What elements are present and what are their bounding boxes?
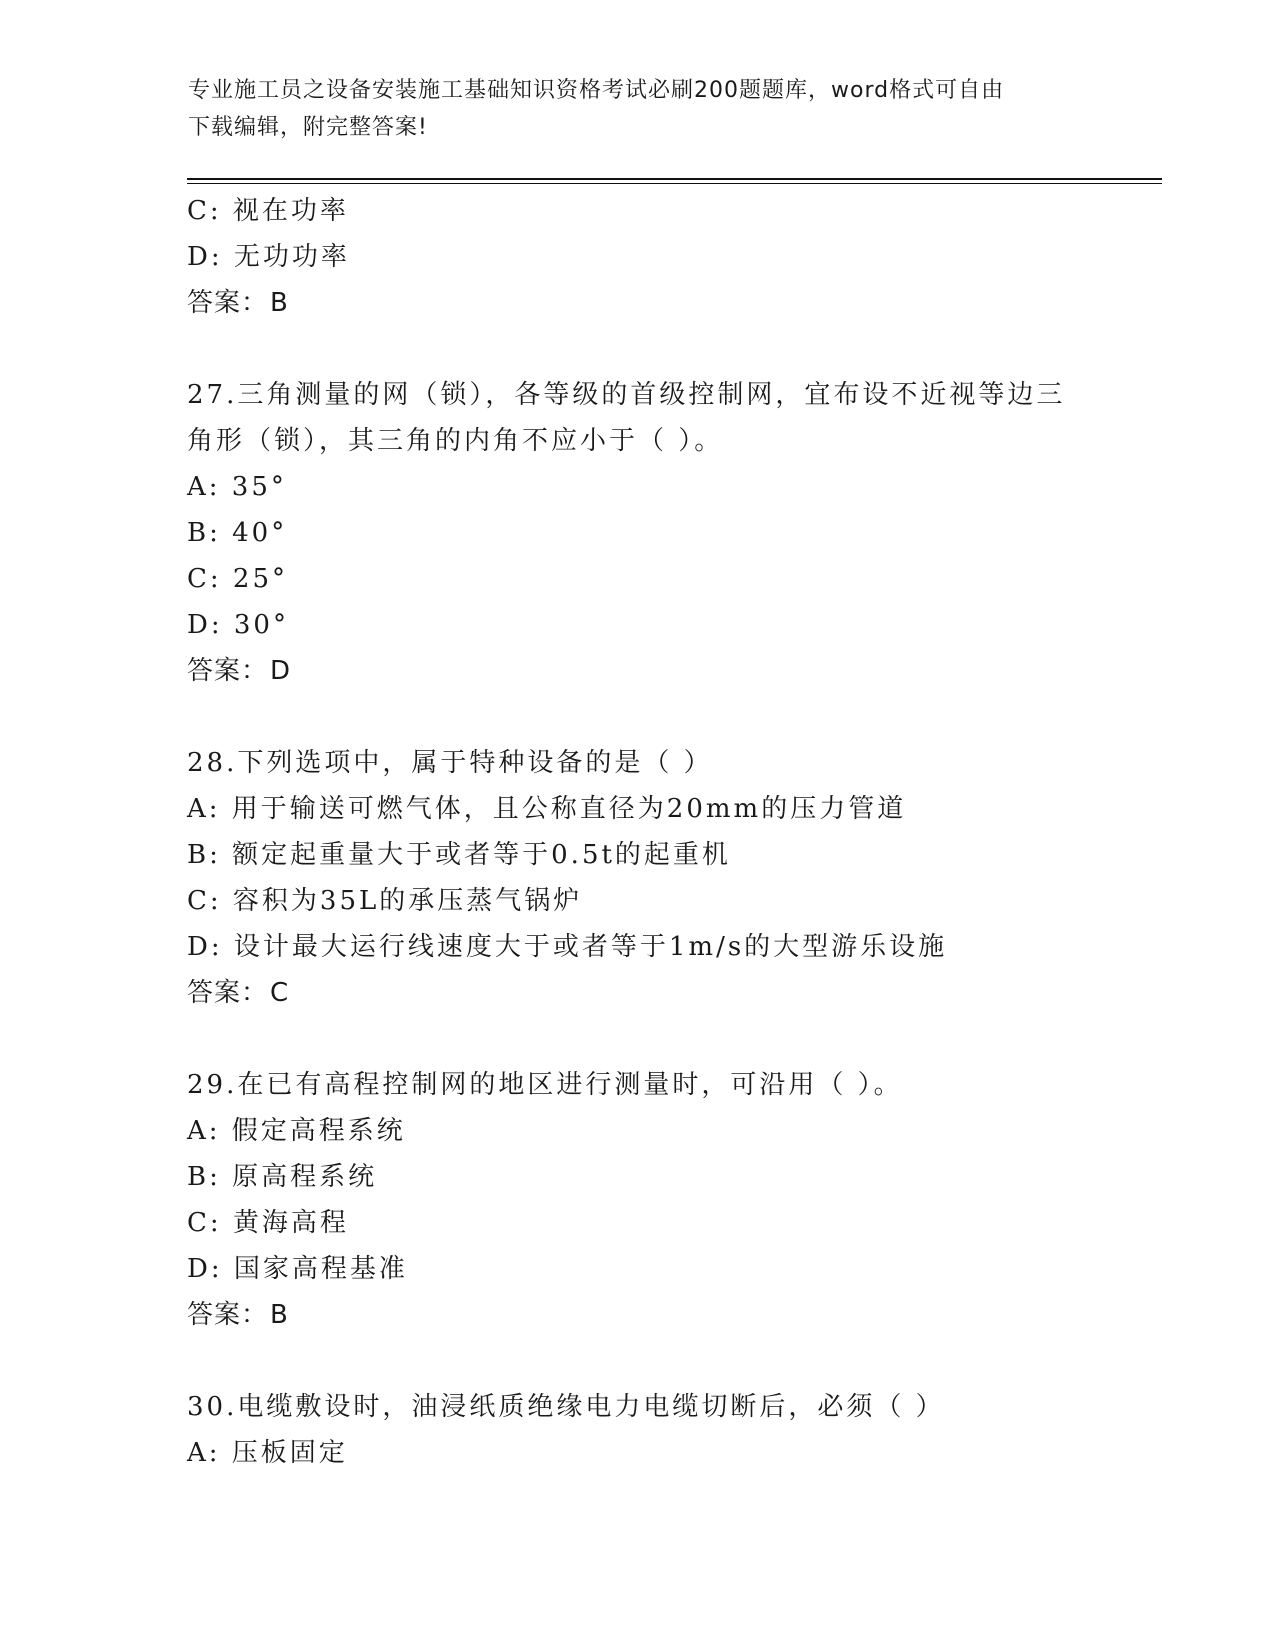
- option-line: A: 用于输送可燃气体，且公称直径为20mm的压力管道: [187, 794, 907, 824]
- header-line-2: 下载编辑，附完整答案!: [188, 115, 428, 140]
- option-line: A: 35°: [187, 472, 287, 502]
- option-line: D: 30°: [187, 610, 289, 640]
- option-line: D: 无功功率: [187, 242, 350, 272]
- question-27: [187, 372, 1167, 694]
- option-line: B: 40°: [187, 518, 288, 548]
- answer-line: [187, 1292, 1167, 1338]
- answer-label: 答案：: [187, 288, 269, 318]
- answer-value: D: [270, 656, 292, 686]
- option-line: C: 容积为35L的承压蒸气锅炉: [187, 886, 583, 916]
- answer-label: 答案：: [187, 978, 269, 1008]
- option-line: B: 额定起重量大于或者等于0.5t的起重机: [187, 840, 731, 870]
- question-28: [187, 740, 1167, 1016]
- header-rule-thin: [187, 183, 1162, 184]
- option-line: C: 25°: [187, 564, 289, 594]
- answer-value: B: [270, 1300, 289, 1330]
- header-rule-thick: [187, 178, 1162, 180]
- answer-label: 答案：: [187, 1300, 269, 1330]
- answer-line: [187, 970, 1167, 1016]
- header-line-1: 专业施工员之设备安装施工基础知识资格考试必刷200题题库，word格式可自由: [188, 78, 1005, 103]
- option-line: C: 视在功率: [187, 196, 349, 226]
- spacer: [187, 1016, 1167, 1062]
- document-header: [188, 72, 1068, 146]
- answer-line: [187, 648, 1167, 694]
- answer-line: [187, 280, 1167, 326]
- option-line: B: 原高程系统: [187, 1162, 378, 1192]
- question-29: [187, 1062, 1167, 1338]
- question-stem: 29.在已有高程控制网的地区进行测量时，可沿用（ ）。: [187, 1070, 903, 1100]
- option-line: A: 压板固定: [187, 1438, 348, 1468]
- question-30: [187, 1384, 1167, 1476]
- option-line: A: 假定高程系统: [187, 1116, 406, 1146]
- answer-label: 答案：: [187, 656, 269, 686]
- option-line: C: 黄海高程: [187, 1208, 349, 1238]
- question-stem: 28.下列选项中，属于特种设备的是（ ）: [187, 748, 713, 778]
- question-carryover: [187, 188, 1167, 326]
- option-line: D: 国家高程基准: [187, 1254, 408, 1284]
- answer-value: B: [270, 288, 289, 318]
- spacer: [187, 1338, 1167, 1384]
- spacer: [187, 694, 1167, 740]
- question-stem: 27.三角测量的网（锁），各等级的首级控制网，宜布设不近视等边三: [187, 380, 1066, 410]
- question-stem: 30.电缆敷设时，油浸纸质绝缘电力电缆切断后，必须（ ）: [187, 1392, 945, 1422]
- question-stem: 角形（锁），其三角的内角不应小于（ ）。: [187, 426, 724, 456]
- option-line: D: 设计最大运行线速度大于或者等于1m/s的大型游乐设施: [187, 932, 948, 962]
- answer-value: C: [270, 978, 290, 1008]
- spacer: [187, 326, 1167, 372]
- question-list: [187, 188, 1167, 1476]
